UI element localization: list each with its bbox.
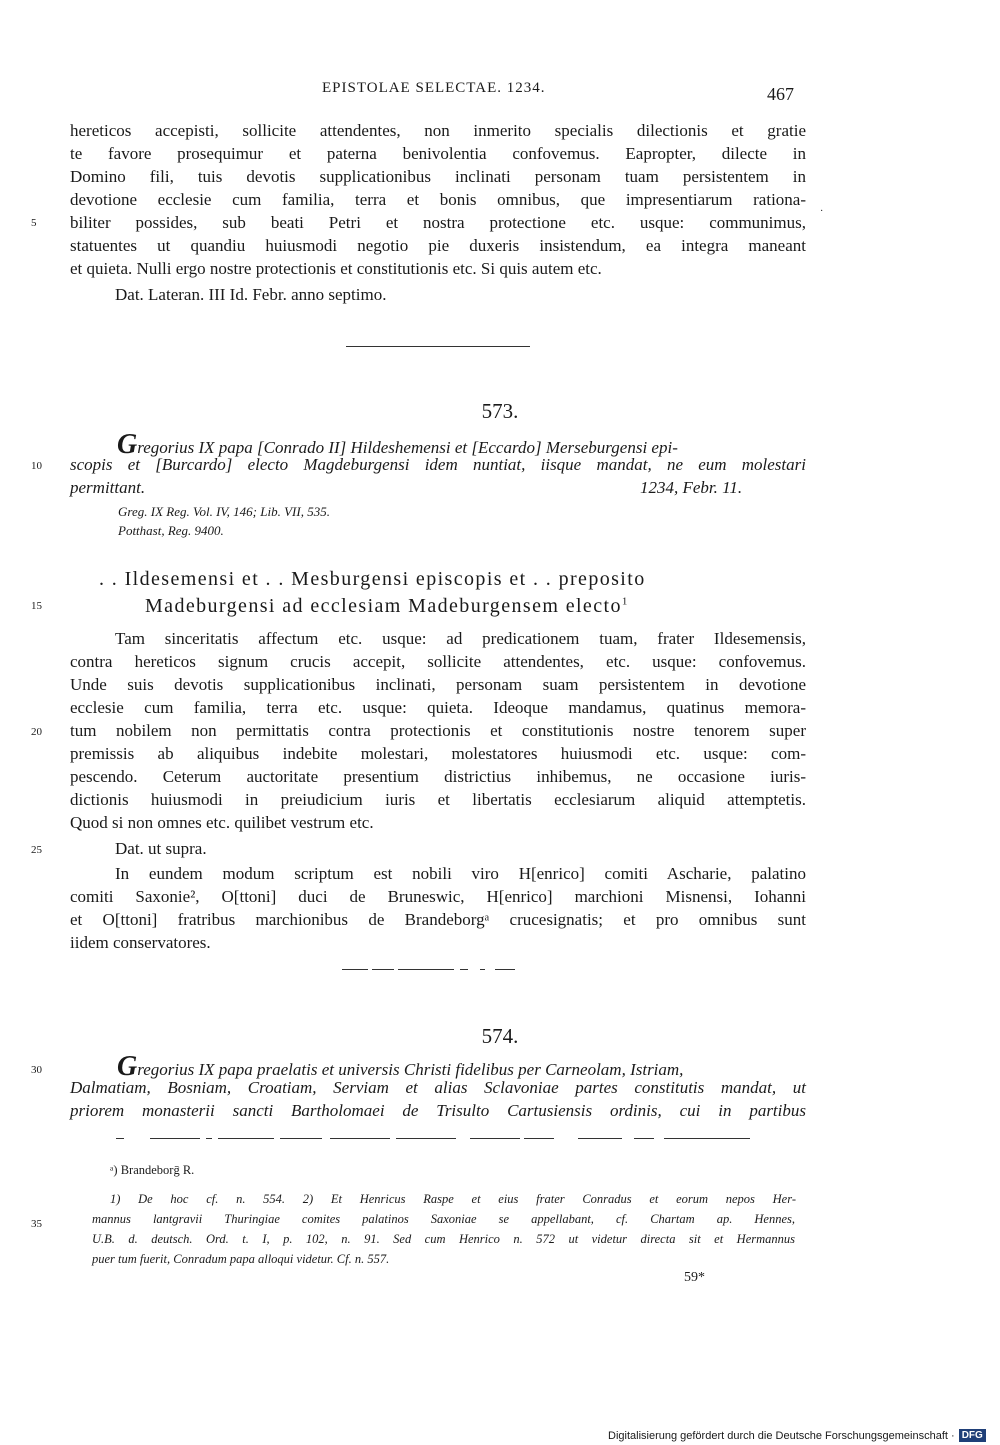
dat-line: Dat. Lateran. III Id. Febr. anno septimo. xyxy=(115,285,387,304)
text-line: Domino fili, tuis devotis supplicationibus inclinati personam tuam persistentem in xyxy=(70,167,806,186)
initial-letter: G xyxy=(117,1051,138,1082)
line-number: 35 xyxy=(31,1218,42,1230)
line-number: 10 xyxy=(31,460,42,472)
body-line: ecclesie cum familia, terra etc. usque: quieta. Ideoque mandamus, quatinus memora- xyxy=(70,698,806,717)
footnote-line: U.B. d. deutsch. Ord. t. I, p. 102, n. 91. Sed cum Henrico n. 572 ut videtur directa sit et Hermannus xyxy=(92,1232,795,1246)
line-number: 5 xyxy=(31,217,37,229)
footnote-marker: 1 xyxy=(621,595,629,608)
variant-footnote: ᵃ) Brandeborḡ R. xyxy=(110,1163,195,1177)
register-reference: Greg. IX Reg. Vol. IV, 146; Lib. VII, 535. xyxy=(118,504,330,519)
running-title: EPISTOLAE SELECTAE. 1234. xyxy=(322,80,546,96)
text-line: biliter possides, sub beati Petri et nostra protectione etc. usque: communimus, xyxy=(70,213,806,232)
footnote-line: mannus lantgravii Thuringiae comites palatinos Saxoniae se appellabant, cf. Chartam ap. Hennes, xyxy=(92,1212,795,1226)
signature-mark: 59* xyxy=(684,1270,705,1285)
line-number: 20 xyxy=(31,726,42,738)
letter-number: 574. xyxy=(481,1024,519,1048)
footnote-line: puer tum fuerit, Conradum papa alloqui videtur. Cf. n. 557. xyxy=(92,1252,390,1266)
summary-line: priorem monasterii sancti Bartholomaei de Trisulto Cartusiensis ordinis, cui in partibus xyxy=(70,1101,806,1120)
page-number: 467 xyxy=(767,84,794,104)
eundem-line: iidem conservatores. xyxy=(70,933,211,952)
text-line: statuentes ut quandiu huiusmodi negotio pie duxeris insistendum, ea integra maneant xyxy=(70,236,806,255)
register-reference: Potthast, Reg. 9400. xyxy=(118,523,224,538)
summary-line: scopis et [Burcardo] electo Magdeburgensi idem nuntiat, iisque mandat, ne eum molestari xyxy=(70,455,806,474)
body-line: contra hereticos signum crucis accepit, sollicite attendentes, etc. usque: confovemus. xyxy=(70,652,806,671)
letter-number: 573. xyxy=(481,399,519,423)
summary-line: permittant. xyxy=(70,478,146,497)
eundem-line: In eundem modum scriptum est nobili viro H[enrico] comiti Ascharie, palatino xyxy=(115,864,806,883)
body-line: tum nobilem non permittatis contra protectionis et constitutionis nostre tenorem super xyxy=(70,721,806,740)
text-line: hereticos accepisti, sollicite attendentes, non inmerito specialis dilectionis et gratie xyxy=(70,121,806,140)
line-number: 15 xyxy=(31,600,42,612)
footer-text: Digitalisierung gefördert durch die Deutsche Forschungsgemeinschaft · xyxy=(608,1430,955,1442)
body-line: premissis ab aliquibus indebite molestari, molestatores huiusmodi etc. usque: com- xyxy=(70,744,806,763)
body-line: Quod si non omnes etc. quilibet vestrum etc. xyxy=(70,813,374,832)
dfg-logo: DFG xyxy=(959,1429,986,1442)
summary-line: regorius IX papa [Conrado II] Hildeshemensi et [Eccardo] Merseburgensi epi- xyxy=(137,438,678,457)
eundem-line: comiti Saxonie², O[ttoni] duci de Bruneswic, H[enrico] marchioni Misnensi, Iohanni xyxy=(70,887,806,906)
initial-letter: G xyxy=(117,429,138,460)
text-line: devotione ecclesie cum familia, terra et bonis omnibus, que impresentiarum rationa- xyxy=(70,190,806,209)
summary-line: regorius IX papa praelatis et universis Christi fidelibus per Carneolam, Istriam, xyxy=(137,1060,684,1079)
scan-speck: · xyxy=(820,206,824,217)
body-line: dictionis huiusmodi in preiudicium iuris et libertatis ecclesiarum aliquid attemptetis. xyxy=(70,790,806,809)
section-divider xyxy=(346,346,530,347)
body-line: Tam sinceritatis affectum etc. usque: ad predicationem tuam, frater Ildesemensis, xyxy=(115,629,806,648)
body-line: Unde suis devotis supplicationibus inclinati, personam suam persistentem in devotione xyxy=(70,675,806,694)
footnote-line: 1) De hoc cf. n. 554. 2) Et Henricus Raspe et eius frater Conradus et eorum nepos Her- xyxy=(110,1192,796,1206)
digitization-footer xyxy=(608,1426,986,1444)
address-text: Madeburgensi ad ecclesiam Madeburgensem electo xyxy=(145,595,622,617)
dat-line: Dat. ut supra. xyxy=(115,839,207,858)
letter-date: 1234, Febr. 11. xyxy=(640,478,743,497)
summary-line: Dalmatiam, Bosniam, Croatiam, Serviam et alias Sclavoniae partes constitutis mandat, ut xyxy=(70,1078,806,1097)
line-number: 25 xyxy=(31,844,42,856)
eundem-line: et O[ttoni] fratribus marchionibus de Brandeborgᵃ crucesignatis; et pro omnibus sunt xyxy=(70,910,806,929)
address-line: . . Ildesemensi et . . Mesburgensi episcopis et . . preposito xyxy=(99,568,646,590)
text-line: te favore prosequimur et paterna benivolentia confovemus. Eapropter, dilecte in xyxy=(70,144,806,163)
body-line: pescendo. Ceterum auctoritate presentium districtius inhibemus, ne occasione iuris- xyxy=(70,767,806,786)
text-line: et quieta. Nulli ergo nostre protectionis et constitutionis etc. Si quis autem etc. xyxy=(70,259,602,278)
address-line xyxy=(145,595,629,618)
line-number: 30 xyxy=(31,1064,42,1076)
